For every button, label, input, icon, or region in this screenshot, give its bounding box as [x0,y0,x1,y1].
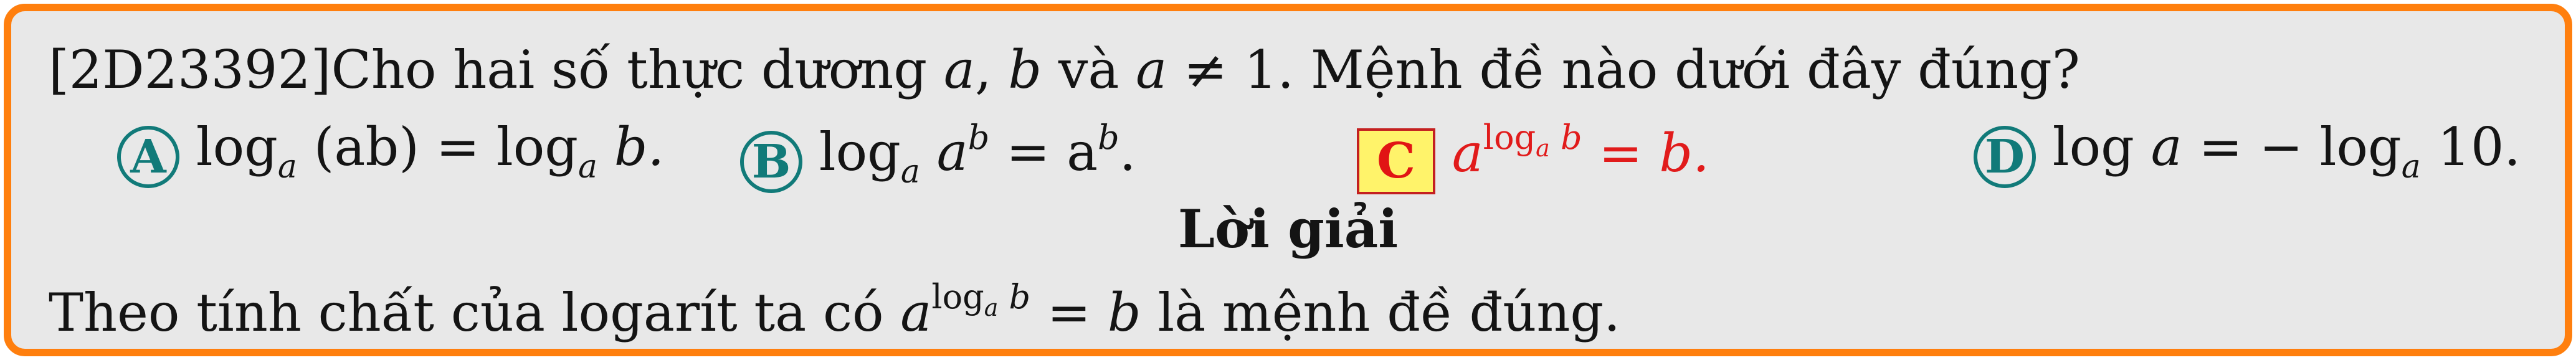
question-text-1: Cho hai số thực dương [331,39,944,100]
option-c-exp-b: b [1549,118,1582,157]
option-c-exp-sub: a [1536,135,1550,162]
option-d[interactable] [1974,116,2521,188]
solution-base: a [900,282,932,343]
solution-heading: Lời giải [1177,198,1399,260]
question-text-3: . Mệnh đề nào dưới đây đúng? [1277,39,2080,100]
solution-text-1: Theo tính chất của logarít ta có [49,282,901,343]
solution-exp-sub: a [984,294,999,321]
option-d-pre: log [2052,116,2151,178]
option-a-sub-2: a [578,148,598,186]
option-a-sub: a [277,148,297,186]
option-c-expression [1452,118,1709,184]
var-b: b [1008,39,1042,100]
option-c[interactable] [1357,118,1709,194]
question-card [4,4,2572,356]
option-d-sub: a [2401,148,2421,186]
not-equal-one: ≠ 1 [1167,39,1278,100]
option-b[interactable] [740,118,1136,193]
option-c-base: a [1452,123,1483,184]
option-a-log: log [196,116,278,178]
solution-text-3: là mệnh đề đúng. [1141,282,1620,343]
option-c-exponent [1483,118,1582,162]
option-c-box-icon[interactable]: C [1357,128,1435,194]
option-c-tail: = b. [1582,123,1709,184]
option-d-circle-icon[interactable]: D [1974,126,2036,188]
solution-exp-log: log [931,277,984,316]
option-d-var: a [2151,116,2182,178]
var-a-2: a [1136,39,1167,100]
option-b-base: a [920,121,968,182]
option-b-exp-2: b [1098,118,1119,157]
question-id: [2D23392] [49,39,331,100]
option-b-log: log [819,121,901,182]
option-d-tail: 10. [2420,116,2521,178]
option-a-arg: (ab) = [297,116,497,178]
solution-exp-b: b [998,277,1031,316]
question-line [49,39,2080,100]
option-a-tail: b. [597,116,665,178]
option-b-sub: a [900,153,920,191]
option-d-eq: = − log [2182,116,2402,178]
comma: , [974,39,1009,100]
solution-eq: = [1030,282,1108,343]
option-b-tail: . [1119,121,1136,182]
var-a: a [943,39,975,100]
option-a-log-2: log [496,116,579,178]
option-a-circle-icon[interactable]: A [117,126,179,188]
option-b-eq: = a [989,121,1098,182]
option-b-exp: b [967,118,990,157]
solution-exponent [931,277,1031,321]
option-c-exp-log: log [1483,118,1536,157]
option-a[interactable] [117,116,665,188]
option-b-circle-icon[interactable]: B [740,131,802,193]
question-text-2: và [1042,39,1136,100]
solution-var-b: b [1107,282,1141,343]
solution-text [49,277,1620,343]
